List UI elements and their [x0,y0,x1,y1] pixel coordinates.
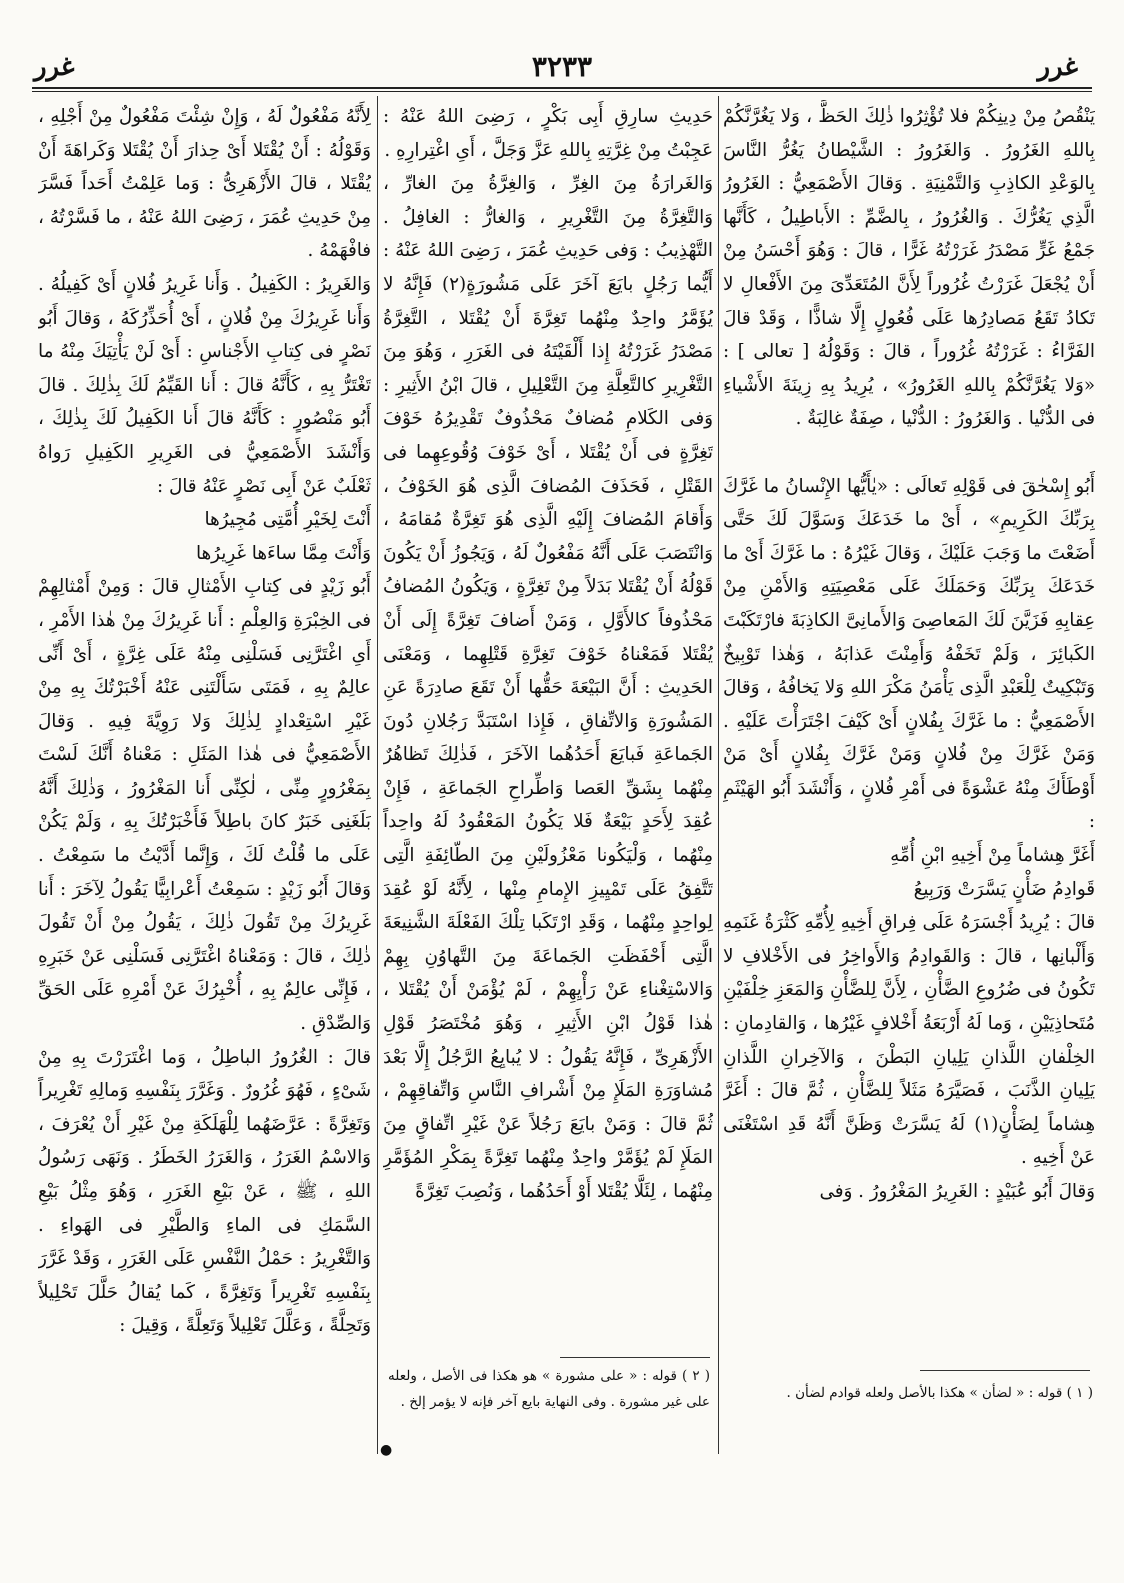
column-middle [383,100,713,1355]
column-left-text: لِأَنَّهُ مَفْعُولٌ لَهُ ، وَإِنْ شِئْتَ مَفْعُولٌ مِنْ أَجْلِهِ ، وَقَوْلُهُ : أَنْ يُقْتَلا أَىْ حِذارَ أَنْ يُقْتَلا وَكَراهَةَ أَنْ يُقْتَلا ، قالَ الأَزْهَرِىُّ : وَما عَلِمْتُ أَحَداً فَسَّرَ مِنْ حَدِيثِ عُمَرَ ، رَضِىَ اللهُ عَنْهُ ، ما فَسَّرْتُهُ ، فافْهَمْهُ . وَالغَرِيرُ : الكَفِيلُ . وَأَنا غَرِيرُ فُلانٍ أَىْ كَفِيلُهُ . وَأَنا غَرِيرُكَ مِنْ فُلانٍ ، أَىْ أُحَذِّرُكَهُ ، وَقالَ أَبُو نَصْرٍ فى كِتابِ الأَجْناسِ : أَىْ لَنْ يَأْتِيَكَ مِنْهُ ما تَغْتَرُّ بِهِ ، كَأَنَّهُ قالَ : أَنا القَيِّمُ لَكَ بِذٰلِكَ . قالَ أَبُو مَنْصُورٍ : كَأَنَّهُ قالَ أَنا الكَفِيلُ لَكَ بِذٰلِكَ ، وَأَنْشَدَ الأَصْمَعِيُّ فى الغَرِيرِ الكَفِيلِ رَواهُ ثَعْلَبٌ عَنْ أَبِى نَصْرٍ عَنْهُ قالَ : أَنْتَ لِخَيْرِ أُمَّتِى مُجِيرُها وَأَنْتَ مِمَّا ساءَها غَرِيرُها أَبُو زَيْدٍ فى كِتابِ الأَمْثالِ قالَ : وَمِنْ أَمْثالِهِمْ فى الخِبْرَةِ وَالعِلْمِ : أَنا غَرِيرُكَ مِنْ هٰذا الأَمْرِ ، أَىِ اغْتَرَّنِى فَسَلْنِى مِنْهُ عَلَى غِرَّةٍ ، أَىْ أَنِّى عالِمٌ بِهِ ، فَمَتَى سَأَلْتَنِى عَنْهُ أَخْبَرْتُكَ بِهِ مِنْ غَيْرِ اسْتِعْدادٍ لِذٰلِكَ وَلا رَوِيَّةَ فِيهِ . وَقالَ الأَصْمَعِيُّ فى هٰذا المَثَلِ : مَعْناهُ أَنَّكَ لَسْتَ بِمَغْرُورٍ مِنِّى ، لٰكِنِّى أَنا المَغْرُورُ ، وَذٰلِكَ أَنَّهُ بَلَغَنِى خَبَرٌ كانَ باطِلاً فَأَخْبَرْتُكَ بِهِ ، وَلَمْ يَكُنْ عَلَى ما قُلْتُ لَكَ ، وَإِنَّما أَدَّيْتُ ما سَمِعْتُ . وَقالَ أَبُو زَيْدٍ : سَمِعْتُ أَعْرابِيًّا يَقُولُ لِآخَرَ : أَنا غَرِيرُكَ مِنْ تَقُولَ ذٰلِكَ ، يَقُولُ مِنْ أَنْ تَقُولَ ذٰلِكَ ، قالَ : وَمَعْناهُ اغْتَرَّنِى فَسَلْنِى عَنْ خَبَرِهِ ، فَإِنِّى عالِمٌ بِهِ ، أُخْبِرُكَ عَنْ أَمْرِهِ عَلَى الحَقِّ وَالصِّدْقِ . قالَ : الغُرُورُ الباطِلُ ، وَما اغْتَرَرْتَ بِهِ مِنْ شَىْءٍ ، فَهُوَ غُرُورٌ . وَغَرَّرَ بِنَفْسِهِ وَمالِهِ تَغْرِيراً وَتَغِرَّةً : عَرَّضَهُما لِلْهَلَكَةِ مِنْ غَيْرِ أَنْ يُعْرَفَ ، وَالاسْمُ الغَرَرُ ، وَالغَرَرُ الخَطَرُ . وَنَهَى رَسُولُ اللهِ ، ﷺ ، عَنْ بَيْعِ الغَرَرِ ، وَهُوَ مِثْلُ بَيْعِ السَّمَكِ فى الماءِ وَالطَّيْرِ فى الهَواءِ . وَالتَّغْرِيرُ : حَمْلُ النَّفْسِ عَلَى الغَرَرِ ، وَقَدْ غَرَّرَ بِنَفْسِهِ تَغْرِيراً وَتَغِرَّةً ، كَما يُقالُ حَلَّلَ تَحْلِيلاً وَتَحِلَّةً ، وَعَلَّلَ تَعْلِيلاً وَتَعِلَّةً ، وَقِيلَ : [38,106,371,1337]
column-left [38,100,371,1440]
header-left-word: غرر [34,52,75,82]
column-right [723,100,1095,1460]
footnote-rule-middle [560,1357,710,1358]
column-divider-left [377,96,378,1454]
column-middle-text: حَدِيثِ سارِقِ أَبِى بَكْرٍ ، رَضِىَ اللهُ عَنْهُ : عَجِبْتُ مِنْ غِرَّتِهِ بِاللهِ عَزَّ وَجَلَّ ، أَىِ اغْتِرارِهِ . وَالغَرارَةُ مِنَ الغِرِّ ، وَالغِرَّةُ مِنَ الغارِّ ، وَالتَّغِرَّةُ مِنَ التَّغْرِيرِ ، وَالغارُّ : الغافِلُ . التَّهْذِيبُ : وَفى حَدِيثِ عُمَرَ ، رَضِىَ اللهُ عَنْهُ : أَيُّما رَجُلٍ بايَعَ آخَرَ عَلَى مَشُورَةٍ(٢) فَإِنَّهُ لا يُؤَمَّرُ واحِدٌ مِنْهُما تَغِرَّةَ أَنْ يُقْتَلا ، التَّغِرَّةُ مَصْدَرُ غَرَرْتُهُ إِذا أَلْقَيْتَهُ فى الغَرَرِ ، وَهُوَ مِنَ التَّغْرِيرِ كالتَّعِلَّةِ مِنَ التَّعْلِيلِ ، قالَ ابْنُ الأَثِيرِ : وَفى الكَلامِ مُضافٌ مَحْذُوفٌ تَقْدِيرُهُ خَوْفَ تَغِرَّةٍ فى أَنْ يُقْتَلا ، أَىْ خَوْفَ وُقُوعِهِما فى القَتْلِ ، فَحَذَفَ المُضافَ الَّذِى هُوَ الخَوْفُ ، وَأَقامَ المُضافَ إِلَيْهِ الَّذِى هُوَ تَغِرَّةٌ مُقامَهُ ، وَانْتَصَبَ عَلَى أَنَّهُ مَفْعُولٌ لَهُ ، وَيَجُوزُ أَنْ يَكُونَ قَوْلُهُ أَنْ يُقْتَلا بَدَلاً مِنْ تَغِرَّةٍ ، وَيَكُونُ المُضافُ مَحْذُوفاً كالأَوَّلِ ، وَمَنْ أَضافَ تَغِرَّةً إِلَى أَنْ يُقْتَلا فَمَعْناهُ خَوْفَ تَغِرَّةِ قَتْلِهِما ، وَمَعْنَى الحَدِيثِ : أَنَّ البَيْعَةَ حَقُّها أَنْ تَقَعَ صادِرَةً عَنِ المَشُورَةِ وَالاتِّفاقِ ، فَإِذا اسْتَبَدَّ رَجُلانِ دُونَ الجَماعَةِ فَبايَعَ أَحَدُهُما الآخَرَ ، فَذٰلِكَ تَظاهُرٌ مِنْهُما بِشَقِّ العَصا وَاطِّراحِ الجَماعَةِ ، فَإِنْ عُقِدَ لِأَحَدٍ بَيْعَةٌ فَلا يَكُونُ المَعْقُودُ لَهُ واحِداً مِنْهُما ، وَلْيَكُونا مَعْزُولَيْنِ مِنَ الطّائِفَةِ الَّتِى تَتَّفِقُ عَلَى تَمْيِيزِ الإِمامِ مِنْها ، لِأَنَّهُ لَوْ عُقِدَ لِواحِدٍ مِنْهُما ، وَقَدِ ارْتَكَبا تِلْكَ الفَعْلَةَ الشَّنِيعَةَ الَّتِى أَحْفَظَتِ الجَماعَةَ مِنَ التَّهاوُنِ بِهِمْ وَالاسْتِغْناءِ عَنْ رَأْيِهِمْ ، لَمْ يُؤْمَنْ أَنْ يُقْتَلا ، هٰذا قَوْلُ ابْنِ الأَثِيرِ ، وَهُوَ مُخْتَصَرُ قَوْلِ الأَزْهَرِىِّ ، فَإِنَّهُ يَقُولُ : لا يُبايِعُ الرَّجُلُ إِلَّا بَعْدَ مُشاوَرَةِ المَلَإِ مِنْ أَشْرافِ النَّاسِ وَاتِّفاقِهِمْ ، ثُمَّ قالَ : وَمَنْ بايَعَ رَجُلاً عَنْ غَيْرِ اتِّفاقٍ مِنَ المَلَإِ لَمْ يُؤَمَّرْ واحِدٌ مِنْهُما تَغِرَّةً بِمَكْرِ المُؤَمَّرِ مِنْهُما ، لِئَلَّا يُقْتَلا أَوْ أَحَدُهُما ، وَنُصِبَ تَغِرَّةً [383,106,713,1202]
footnote-middle: ( ٢ ) قوله : « على مشورة » هو هكذا فى الأصل ، ولعله على غير مشورة . وفى النهاية بايع آخر فإنه لا يؤمر إلخ . [388,1368,710,1410]
header-right-word: غرر [1037,52,1078,82]
ink-mark: ● [380,1442,393,1458]
page-number: ٣٢٣٣ [531,50,593,83]
header-rule-thin [32,91,1092,92]
column-right-text: يَنْقُصُ مِنْ دِينِكُمْ فلا تُؤْثِرُوا ذٰلِكَ الحَظَّ ، وَلا يَغُرَّنَّكُمْ بِاللهِ الغَرُورُ . وَالغَرُورُ : الشَّيْطانُ يَغُرُّ النَّاسَ بِالوَعْدِ الكاذِبِ وَالتَّمْنِيَةِ . وَقالَ الأَصْمَعِيُّ : الغَرُورُ الَّذِي يَغُرُّكَ . وَالغُرُورُ ، بِالضَّمِّ : الأَباطِيلُ ، كَأَنَّها جَمْعُ غَرٍّ مَصْدَرُ غَرَرْتُهُ غَرًّا ، قالَ : وَهُوَ أَحْسَنُ مِنْ أَنْ يُجْعَلَ غَرَرْتُ غُرُوراً لِأَنَّ المُتَعَدِّىَ مِنَ الأَفْعالِ لا تَكادُ تَقَعُ مَصادِرُها عَلَى فُعُولٍ إِلَّا شاذًّا ، وَقَدْ قالَ الفَرَّاءُ : غَرَرْتُهُ غُرُوراً ، قالَ : وَقَوْلُهُ [ تعالى ] : «وَلا يَغُرَّنَّكُمْ بِاللهِ الغَرُورُ» ، يُرِيدُ بِهِ زِينَةَ الأَشْياءِ فى الدُّنْيا . وَالغَرُورُ : الدُّنْيا ، صِفَةٌ غالِبَةٌ . أَبُو إِسْحٰقَ فى قَوْلِهِ تَعالَى : «يٰأَيُّها الإِنْسانُ ما غَرَّكَ بِرَبِّكَ الكَرِيمِ» ، أَىْ ما خَدَعَكَ وَسَوَّلَ لَكَ حَتَّى أَضَعْتَ ما وَجَبَ عَلَيْكَ ، وَقالَ غَيْرُهُ : ما غَرَّكَ أَىْ ما خَدَعَكَ بِرَبِّكَ وَحَمَلَكَ عَلَى مَعْصِيَتِهِ وَالأَمْنِ مِنْ عِقابِهِ فَزَيَّنَ لَكَ المَعاصِىَ وَالأَمانِىَّ الكاذِبَةَ فارْتَكَبْتَ الكَبائِرَ ، وَلَمْ تَخَفْهُ وَأَمِنْتَ عَذابَهُ ، وَهٰذا تَوْبِيخٌ وَتَبْكِيتٌ لِلْعَبْدِ الَّذِى يَأْمَنُ مَكْرَ اللهِ وَلا يَخافُهُ ، وَقالَ الأَصْمَعِيُّ : ما غَرَّكَ بِفُلانٍ أَىْ كَيْفَ اجْتَرَأْتَ عَلَيْهِ . وَمَنْ غَرَّكَ مِنْ فُلانٍ وَمَنْ غَرَّكَ بِفُلانٍ أَىْ مَنْ أَوْطَأَكَ مِنْهُ عَشْوَةً فى أَمْرِ فُلانٍ ، وَأَنْشَدَ أَبُو الهَيْثَمِ : أَغَرَّ هِشاماً مِنْ أَخِيهِ ابْنِ أُمِّهِ قَوادِمُ ضَأْنٍ يَسَّرَتْ وَرَبِيعُ قالَ : يُرِيدُ أَجْسَرَهُ عَلَى فِراقِ أَخِيهِ لِأُمِّهِ كَثْرَةُ غَنَمِهِ وَأَلْبانِها ، قالَ : وَالقَوادِمُ وَالأَواخِرُ فى الأَخْلافِ لا تَكُونُ فى ضُرُوعِ الضَّأْنِ ، لِأَنَّ لِلضَّأْنِ وَالمَعَزِ خِلْفَيْنِ مُتَحاذِيَيْنِ ، وَما لَهُ أَرْبَعَةُ أَخْلافٍ غَيْرُها ، وَالقادِمانِ : الخِلْفانِ اللَّذانِ يَلِيانِ البَطْنَ ، وَالآخِرانِ اللَّذانِ يَلِيانِ الذَّنَبَ ، فَصَيَّرَهُ مَثَلاً لِلضَّأْنِ ، ثُمَّ قالَ : أَغَرَّ هِشاماً لِضَأْنٍ(١) لَهُ يَسَّرَتْ وَظَنَّ أَنَّهُ قَدِ اسْتَغْنَى عَنْ أَخِيهِ . وَقالَ أَبُو عُبَيْدٍ : الغَرِيرُ المَغْرُورُ . وَفى [723,106,1095,1202]
footnote-rule-right [920,1370,1090,1371]
footnote-right: ( ١ ) قوله : « لضأن » هكذا بالأصل ولعله قوادم لضأن . [786,1385,1093,1401]
header-rule [32,87,1092,89]
column-divider-right [718,96,719,1454]
